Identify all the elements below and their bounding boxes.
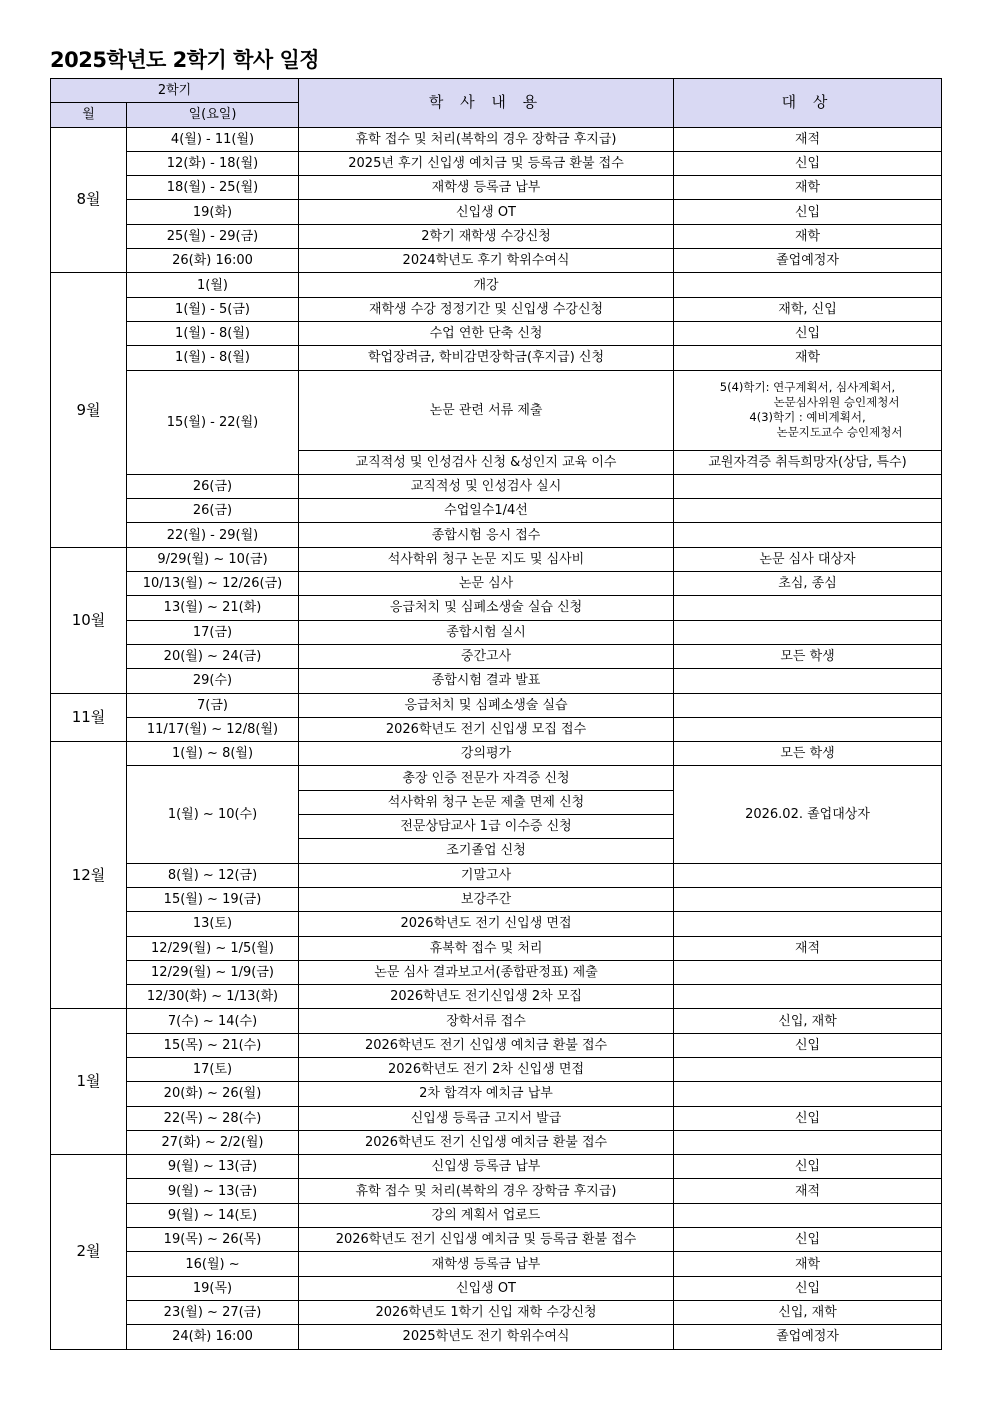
table-row [51,547,942,571]
table-row [51,863,942,887]
content-cell: 2026학년도 전기 신입생 면접 [299,912,674,936]
header-month: 월 [51,103,127,127]
date-cell: 19(목) ~ 26(목) [127,1228,299,1252]
table-row [51,912,942,936]
table-row [51,127,942,151]
target-cell [674,273,942,297]
date-cell: 29(수) [127,669,299,693]
table-row [51,1300,942,1324]
date-cell: 20(화) ~ 26(월) [127,1082,299,1106]
month-cell: 10월 [51,547,127,693]
date-cell: 12(화) - 18(월) [127,151,299,175]
target-line: 4(3)학기 : 예비계획서, [749,410,866,425]
date-cell: 9(월) ~ 13(금) [127,1179,299,1203]
date-cell: 26(금) [127,474,299,498]
table-row [51,596,942,620]
month-cell: 1월 [51,1009,127,1155]
page-title: 2025학년도 2학기 학사 일정 [50,48,320,72]
date-cell: 12/30(화) ~ 1/13(화) [127,985,299,1009]
table-row [51,224,942,248]
date-cell: 17(금) [127,620,299,644]
table-row [51,1130,942,1154]
month-cell: 8월 [51,127,127,273]
date-cell: 13(토) [127,912,299,936]
date-cell: 20(월) ~ 24(금) [127,644,299,668]
table-row [51,1203,942,1227]
target-cell [674,693,942,717]
target-cell [674,985,942,1009]
table-row [51,321,942,345]
header-target: 대 상 [674,79,942,128]
content-cell: 논문 관련 서류 제출 [299,370,674,450]
target-cell: 신입, 재학 [674,1009,942,1033]
date-cell: 24(화) 16:00 [127,1325,299,1349]
table-row [51,1325,942,1349]
date-cell: 9(월) ~ 13(금) [127,1155,299,1179]
table-row [51,1009,942,1033]
target-cell [674,1203,942,1227]
target-cell: 재학 [674,176,942,200]
target-cell: 신입 [674,1106,942,1130]
table-row [51,620,942,644]
target-line: 5(4)학기: 연구계획서, 심사계획서, [719,380,896,395]
table-row [51,1155,942,1179]
content-cell: 2학기 재학생 수강신청 [299,224,674,248]
date-cell: 1(월) ~ 10(수) [127,766,299,863]
date-cell: 9/29(월) ~ 10(금) [127,547,299,571]
target-cell: 재학 [674,346,942,370]
content-cell: 2026학년도 1학기 신입 재학 수강신청 [299,1300,674,1324]
table-row [51,693,942,717]
month-cell: 2월 [51,1155,127,1349]
table-row [51,717,942,741]
target-cell: 초심, 종심 [674,572,942,596]
target-cell: 신입, 재학 [674,1300,942,1324]
content-cell: 석사학위 청구 논문 제출 면제 신청 [299,790,674,814]
target-line: 논문지도교수 승인제청서 [776,425,903,440]
target-cell: 모든 학생 [674,742,942,766]
month-cell: 9월 [51,273,127,547]
table-row [51,960,942,984]
date-cell: 22(목) ~ 28(수) [127,1106,299,1130]
content-cell: 장학서류 접수 [299,1009,674,1033]
target-cell: 신입 [674,151,942,175]
content-cell: 수업 연한 단축 신청 [299,321,674,345]
target-line: 논문심사위원 승인제청서 [773,395,900,410]
target-cell: 2026.02. 졸업대상자 [674,766,942,863]
month-cell: 12월 [51,742,127,1009]
content-cell: 휴학 접수 및 처리(복학의 경우 장학금 후지급) [299,1179,674,1203]
table-row [51,346,942,370]
target-cell [674,1057,942,1081]
date-cell: 15(월) ~ 19(금) [127,887,299,911]
target-cell [674,669,942,693]
content-cell: 석사학위 청구 논문 지도 및 심사비 [299,547,674,571]
content-cell: 종합시험 응시 접수 [299,523,674,547]
target-cell: 신입 [674,1033,942,1057]
date-cell: 18(월) - 25(월) [127,176,299,200]
target-cell: 논문 심사 대상자 [674,547,942,571]
target-cell [674,960,942,984]
target-cell: 신입 [674,200,942,224]
table-row [51,669,942,693]
content-cell: 재학생 수강 정정기간 및 신입생 수강신청 [299,297,674,321]
date-cell: 12/29(월) ~ 1/5(월) [127,936,299,960]
table-row [51,151,942,175]
date-cell: 15(목) ~ 21(수) [127,1033,299,1057]
target-cell: 재학, 신입 [674,297,942,321]
content-cell: 2026학년도 전기 신입생 예치금 및 등록금 환불 접수 [299,1228,674,1252]
table-row [51,985,942,1009]
date-cell: 12/29(월) ~ 1/9(금) [127,960,299,984]
content-cell: 2026학년도 전기 2차 신입생 면접 [299,1057,674,1081]
header-row [51,79,942,103]
content-cell: 응급처치 및 심폐소생술 실습 신청 [299,596,674,620]
date-cell: 1(월) - 5(금) [127,297,299,321]
content-cell: 휴복학 접수 및 처리 [299,936,674,960]
content-cell: 교직적성 및 인성검사 실시 [299,474,674,498]
content-cell: 학업장려금, 학비감면장학금(후지급) 신청 [299,346,674,370]
content-cell: 2025학년도 전기 학위수여식 [299,1325,674,1349]
date-cell: 27(화) ~ 2/2(월) [127,1130,299,1154]
content-cell: 조기졸업 신청 [299,839,674,863]
content-cell: 수업일수1/4선 [299,499,674,523]
date-cell: 13(월) ~ 21(화) [127,596,299,620]
date-cell: 7(금) [127,693,299,717]
table-row [51,1276,942,1300]
table-row [51,176,942,200]
content-cell: 신입생 등록금 고지서 발급 [299,1106,674,1130]
content-cell: 논문 심사 [299,572,674,596]
content-cell: 보강주간 [299,887,674,911]
date-cell: 15(월) - 22(월) [127,370,299,474]
content-cell: 2026학년도 전기 신입생 예치금 환불 접수 [299,1130,674,1154]
table-row [51,1179,942,1203]
date-cell: 16(월) ~ [127,1252,299,1276]
table-row [51,249,942,273]
target-cell: 재학 [674,224,942,248]
content-cell: 재학생 등록금 납부 [299,1252,674,1276]
content-cell: 신입생 OT [299,1276,674,1300]
table-row [51,499,942,523]
target-cell [674,912,942,936]
target-cell [674,474,942,498]
date-cell: 22(월) - 29(월) [127,523,299,547]
table-row [51,200,942,224]
date-cell: 1(월) ~ 8(월) [127,742,299,766]
content-cell: 논문 심사 결과보고서(종합판정표) 제출 [299,960,674,984]
target-cell [674,499,942,523]
table-row [51,572,942,596]
content-cell: 강의평가 [299,742,674,766]
header-content: 학 사 내 용 [299,79,674,128]
date-cell: 19(목) [127,1276,299,1300]
content-cell: 종합시험 실시 [299,620,674,644]
content-cell: 중간고사 [299,644,674,668]
target-cell [674,1130,942,1154]
target-cell: 재적 [674,936,942,960]
date-cell: 1(월) - 8(월) [127,346,299,370]
content-cell: 2026학년도 전기 신입생 예치금 환불 접수 [299,1033,674,1057]
content-cell: 교직적성 및 인성검사 신청 &성인지 교육 이수 [299,450,674,474]
target-cell: 신입 [674,1155,942,1179]
content-cell: 2025년 후기 신입생 예치금 및 등록금 환불 접수 [299,151,674,175]
target-cell: 재적 [674,1179,942,1203]
target-cell [674,863,942,887]
target-cell [674,523,942,547]
target-cell: 신입 [674,1276,942,1300]
table-row [51,1106,942,1130]
content-cell: 응급처치 및 심폐소생술 실습 [299,693,674,717]
table-row [51,474,942,498]
date-cell: 17(토) [127,1057,299,1081]
content-cell: 전문상담교사 1급 이수증 신청 [299,815,674,839]
target-cell: 신입 [674,321,942,345]
table-row [51,644,942,668]
date-cell: 8(월) ~ 12(금) [127,863,299,887]
date-cell: 26(화) 16:00 [127,249,299,273]
header-semester: 2학기 [51,79,299,103]
content-cell: 총장 인증 전문가 자격증 신청 [299,766,674,790]
target-cell: 재학 [674,1252,942,1276]
table-row [51,1082,942,1106]
table-row [51,1057,942,1081]
table-row [51,297,942,321]
table-row [51,766,942,790]
target-cell [674,887,942,911]
target-cell [674,370,942,450]
content-cell: 개강 [299,273,674,297]
target-cell: 모든 학생 [674,644,942,668]
content-cell: 신입생 OT [299,200,674,224]
target-cell: 신입 [674,1228,942,1252]
target-cell: 재적 [674,127,942,151]
table-row [51,936,942,960]
target-cell: 졸업예정자 [674,1325,942,1349]
target-cell: 교원자격증 취득희망자(상담, 특수) [674,450,942,474]
date-cell: 9(월) ~ 14(토) [127,1203,299,1227]
table-row [51,1033,942,1057]
content-cell: 2026학년도 전기신입생 2차 모집 [299,985,674,1009]
date-cell: 11/17(월) ~ 12/8(월) [127,717,299,741]
target-cell [674,596,942,620]
date-cell: 26(금) [127,499,299,523]
schedule-table [50,78,942,1350]
table-row [51,1252,942,1276]
table-row [51,887,942,911]
table-row [51,742,942,766]
header-date: 일(요일) [127,103,299,127]
date-cell: 1(월) - 8(월) [127,321,299,345]
table-row [51,370,942,450]
content-cell: 강의 계획서 업로드 [299,1203,674,1227]
content-cell: 기말고사 [299,863,674,887]
content-cell: 2차 합격자 예치금 납부 [299,1082,674,1106]
date-cell: 19(화) [127,200,299,224]
date-cell: 25(월) - 29(금) [127,224,299,248]
content-cell: 2024학년도 후기 학위수여식 [299,249,674,273]
target-cell: 졸업예정자 [674,249,942,273]
date-cell: 10/13(월) ~ 12/26(금) [127,572,299,596]
table-row [51,273,942,297]
content-cell: 2026학년도 전기 신입생 모집 접수 [299,717,674,741]
target-cell [674,717,942,741]
content-cell: 휴학 접수 및 처리(복학의 경우 장학금 후지급) [299,127,674,151]
date-cell: 1(월) [127,273,299,297]
month-cell: 11월 [51,693,127,742]
table-row [51,523,942,547]
target-cell [674,620,942,644]
content-cell: 종합시험 결과 발표 [299,669,674,693]
date-cell: 23(월) ~ 27(금) [127,1300,299,1324]
date-cell: 4(월) - 11(월) [127,127,299,151]
content-cell: 재학생 등록금 납부 [299,176,674,200]
target-cell [674,1082,942,1106]
date-cell: 7(수) ~ 14(수) [127,1009,299,1033]
table-row [51,1228,942,1252]
content-cell: 신입생 등록금 납부 [299,1155,674,1179]
